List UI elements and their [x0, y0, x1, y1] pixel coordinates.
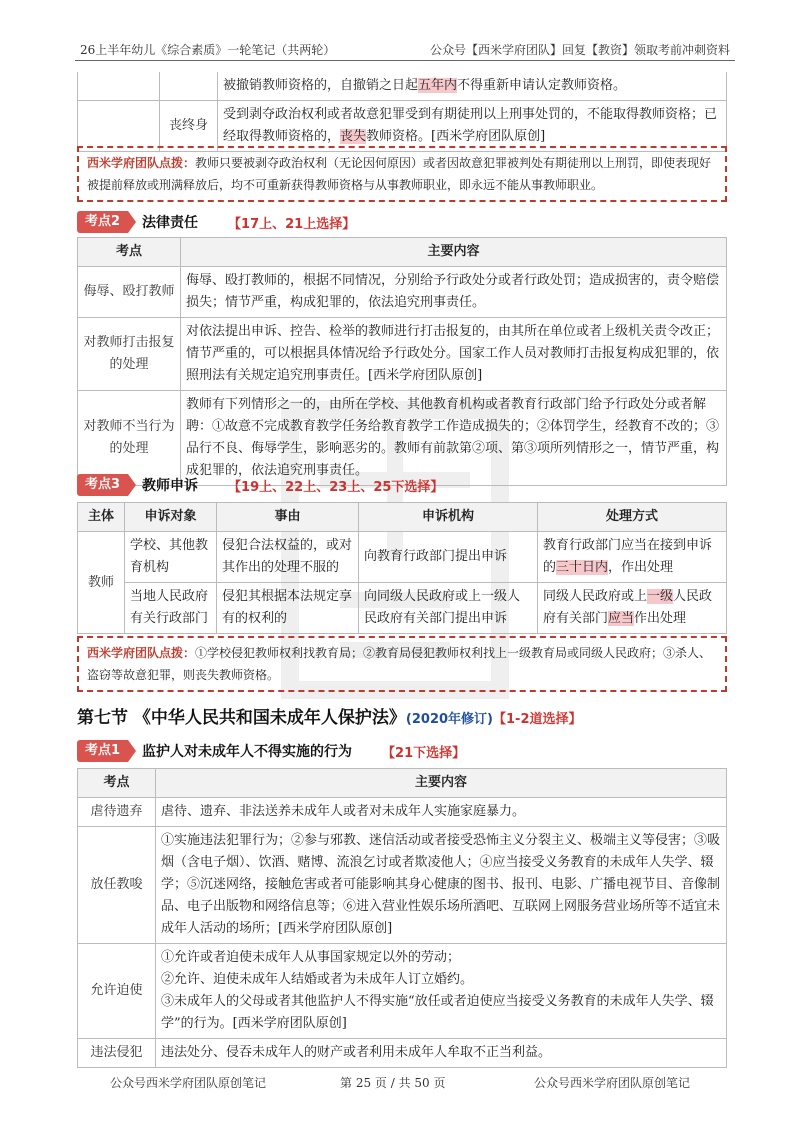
kp1-tag: 考点1 — [77, 740, 128, 762]
revocation-content: 被撤销教师资格的，自撤销之日起五年内不得重新申请认定教师资格。 — [218, 72, 727, 101]
kp2-title: 法律责任 — [142, 215, 199, 231]
kp3-heading — [77, 474, 443, 496]
tip-box-1 — [77, 146, 727, 202]
col-header-point: 考点 — [78, 238, 181, 267]
kp1-heading — [77, 740, 465, 762]
header-divider — [75, 60, 735, 61]
table-row: 当地人民政府有关行政部门 侵犯其根据本法规定享有的权利的 向同级人民政府或上一级人民政府有关部门提出申诉 同级人民政府或上一级人民政府有关部门应当作出处理 — [78, 583, 727, 634]
table-row: 违法侵犯 违法处分、侵吞未成年人的财产或者利用未成年人牟取不正当利益。 — [78, 1039, 727, 1068]
tip-text: 教师只要被剥夺政治权利（无论因何原因）或者因故意犯罪被判处有期徒刑以上刑罚，即使表现好被提前释放或刑满释放后，均不可重新获得教师资格与从事教师职业，即永远不能从事教师职业。 — [87, 156, 712, 192]
kp1-title: 监护人对未成年人不得实施的行为 — [142, 744, 353, 760]
table-row: 教师 学校、其他教育机构 侵犯合法权益的，或对其作出的处理不服的 向教育行政部门提出申诉 教育行政部门应当在接到申诉的三十日内，作出处理 — [78, 532, 727, 583]
highlight-lose: 丧失 — [340, 129, 367, 144]
section-heading — [77, 703, 582, 728]
highlight-thirty-days: 三十日内 — [556, 560, 609, 575]
tip-label: 西米学府团队点拨： — [87, 646, 196, 660]
kp3-tag: 考点3 — [77, 474, 128, 496]
legal-liability-table — [77, 237, 727, 486]
highlight-one-level: 一级 — [647, 589, 674, 604]
kp3-years: 【19上、22上、23上、25下选择】 — [228, 479, 444, 495]
highlight-should: 应当 — [608, 611, 635, 626]
table-header-row: 考点 主要内容 — [78, 769, 727, 798]
table-row: 允许迫使 ①允许或者迫使未成年人从事国家规定以外的劳动； ②允许、迫使未成年人结婚或者为未成年人订立婚约。 ③未成年人的父母或者其他监护人不得实施“放任或者迫使应当接受义务教育的未成年人失学、辍学”的行为。[西米学府团队原创] — [78, 944, 727, 1039]
category-lifetime: 丧终身 — [160, 101, 218, 152]
tip-box-2 — [77, 636, 727, 692]
revocation-table — [77, 72, 727, 152]
page-number: 第 25 页 / 共 50 页 — [340, 1076, 446, 1090]
section-title: 第七节 《中华人民共和国未成年人保护法》 — [77, 708, 406, 728]
footer-right: 公众号西米学府团队原创笔记 — [533, 1076, 690, 1090]
subject-teacher: 教师 — [78, 532, 125, 634]
table-row — [78, 101, 727, 152]
table-row: 对教师打击报复的处理 对依法提出申诉、控告、检举的教师进行打击报复的，由其所在单位或者上级机关责令改正；情节严重的，可以根据具体情况给予行政处分。国家工作人员对教师打击报复构成犯罪的，依照刑法有关规定追究刑事责任。[西米学府团队原创] — [78, 318, 727, 391]
table-row: 对教师不当行为的处理 教师有下列情形之一的，由所在学校、其他教育机构或者教育行政部门给予行政处分或者解聘：①故意不完成教育教学任务给教育教学工作造成损失的；②体罚学生，经教育不改的；③品行不良、侮辱学生，影响恶劣的。教师有前款第②项、第③项所列情形之一，情节严重，构成犯罪的，依法追究刑事责任。 — [78, 391, 727, 486]
tip-label: 西米学府团队点拨： — [87, 156, 196, 170]
teacher-appeal-table — [77, 502, 727, 634]
table-row — [78, 72, 727, 101]
page-header-promo: 公众号【西米学府团队】回复【教资】领取考前冲刺资料 — [429, 43, 730, 57]
table-header-row: 主体 申诉对象 事由 申诉机构 处理方式 — [78, 503, 727, 532]
kp2-years: 【17上、21上选择】 — [228, 216, 356, 232]
footer-left: 公众号西米学府团队原创笔记 — [110, 1076, 267, 1090]
page-header-title: 26上半年幼儿《综合素质》一轮笔记（共两轮） — [80, 43, 336, 57]
tip-text: ①学校侵犯教师权利找教育局；②教育局侵犯教师权利找上一级教育局或同级人民政府；③杀人、盗窃等故意犯罪，则丧失教师资格。 — [87, 646, 712, 682]
table-row: 侮辱、殴打教师 侮辱、殴打教师的，根据不同情况，分别给予行政处分或者行政处罚；造成损害的，责令赔偿损失；情节严重，构成犯罪的，依法追究刑事责任。 — [78, 267, 727, 318]
guardian-prohibited-table — [77, 768, 727, 1068]
kp2-tag: 考点2 — [77, 211, 128, 233]
section-revision: (2020年修订) — [405, 712, 493, 727]
kp2-heading — [77, 211, 355, 233]
section-question-count: 【1-2道选择】 — [493, 712, 582, 727]
highlight-five-years: 五年内 — [418, 78, 458, 93]
kp1-years: 【21下选择】 — [382, 745, 466, 761]
kp3-title: 教师申诉 — [142, 478, 199, 494]
table-header-row — [78, 238, 727, 267]
table-row: 放任教唆 ①实施违法犯罪行为；②参与邪教、迷信活动或者接受恐怖主义分裂主义、极端主义等侵害；③吸烟（含电子烟）、饮酒、赌博、流浪乞讨或者欺凌他人；④应当接受义务教育的未成年人失学、辍学；⑤沉迷网络，接触危害或者可能影响其身心健康的图书、报刊、电影、广播电视节目、音像制品、电子出版物和网络信息等；⑥进入营业性娱乐场所酒吧、互联网上网服务营业场所等不适宜未成年人活动的场所；[西米学府团队原创] — [78, 827, 727, 944]
table-row: 虐待遗弃 虐待、遗弃、非法送养未成年人或者对未成年人实施家庭暴力。 — [78, 798, 727, 827]
lifetime-content: 受到剥夺政治权利或者故意犯罪受到有期徒刑以上刑事处罚的，不能取得教师资格；已经取得教师资格的，丧失教师资格。[西米学府团队原创] — [218, 101, 727, 152]
col-header-content: 主要内容 — [181, 238, 727, 267]
